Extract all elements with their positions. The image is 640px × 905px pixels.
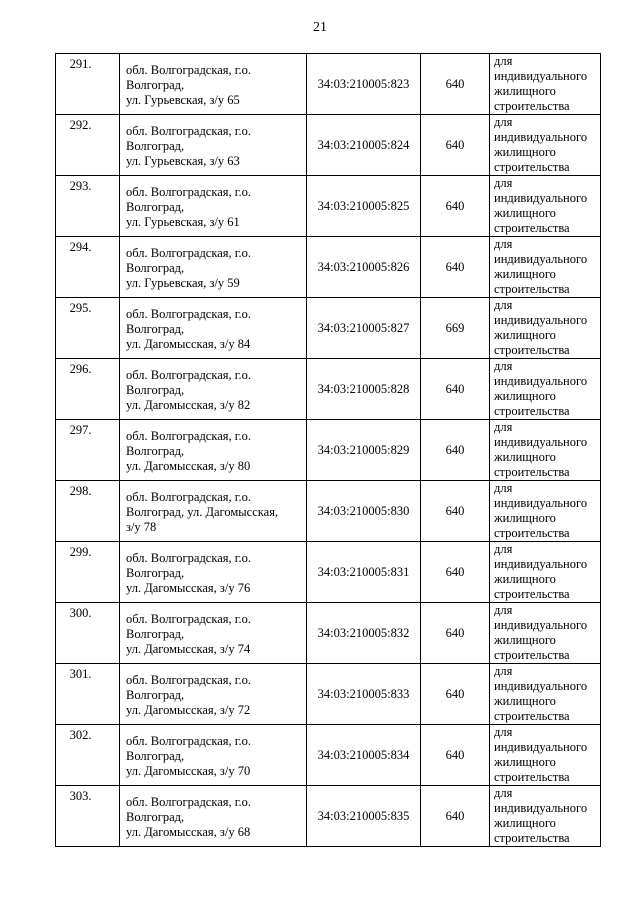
area-value: 640 bbox=[421, 603, 490, 664]
area-value: 669 bbox=[421, 298, 490, 359]
address-cell bbox=[120, 54, 307, 115]
permitted-use-line: индивидуального bbox=[494, 618, 588, 632]
table-row bbox=[56, 115, 601, 176]
table-row bbox=[56, 176, 601, 237]
table-row bbox=[56, 237, 601, 298]
address-cell bbox=[120, 359, 307, 420]
permitted-use-line: для bbox=[494, 420, 513, 434]
page-number: 21 bbox=[313, 20, 327, 35]
address-cell bbox=[120, 481, 307, 542]
address-line: обл. Волгоградская, г.о. bbox=[126, 428, 251, 443]
address-line: обл. Волгоградская, г.о. bbox=[126, 733, 251, 748]
address-cell bbox=[120, 542, 307, 603]
cadastral-number: 34:03:210005:833 bbox=[307, 664, 421, 725]
address-line: обл. Волгоградская, г.о. bbox=[126, 306, 251, 321]
address-cell bbox=[120, 115, 307, 176]
land-plot-table bbox=[55, 53, 601, 847]
address-cell bbox=[120, 603, 307, 664]
permitted-use-line: строительства bbox=[494, 282, 570, 296]
permitted-use-line: строительства bbox=[494, 709, 570, 723]
cadastral-number: 34:03:210005:827 bbox=[307, 298, 421, 359]
permitted-use-cell bbox=[490, 298, 601, 359]
address-cell bbox=[120, 725, 307, 786]
cadastral-number: 34:03:210005:828 bbox=[307, 359, 421, 420]
permitted-use-line: жилищного bbox=[494, 389, 556, 403]
permitted-use-line: индивидуального bbox=[494, 69, 588, 83]
permitted-use-line: для bbox=[494, 298, 513, 312]
address-line: ул. Дагомысская, з/у 68 bbox=[126, 824, 251, 839]
permitted-use-line: жилищного bbox=[494, 450, 556, 464]
permitted-use-line: индивидуального bbox=[494, 191, 588, 205]
cadastral-number: 34:03:210005:830 bbox=[307, 481, 421, 542]
permitted-use-line: для bbox=[494, 664, 513, 678]
permitted-use-line: индивидуального bbox=[494, 130, 588, 144]
permitted-use-line: строительства bbox=[494, 99, 570, 113]
permitted-use-cell bbox=[490, 603, 601, 664]
table-row bbox=[56, 359, 601, 420]
permitted-use-line: строительства bbox=[494, 648, 570, 662]
address-line: ул. Дагомысская, з/у 80 bbox=[126, 458, 251, 473]
permitted-use-cell bbox=[490, 420, 601, 481]
table-row bbox=[56, 420, 601, 481]
address-line: Волгоград, bbox=[126, 748, 185, 763]
permitted-use-line: жилищного bbox=[494, 206, 556, 220]
area-value: 640 bbox=[421, 115, 490, 176]
address-line: Волгоград, bbox=[126, 199, 185, 214]
address-line: обл. Волгоградская, г.о. bbox=[126, 62, 251, 77]
permitted-use-line: строительства bbox=[494, 343, 570, 357]
area-value: 640 bbox=[421, 786, 490, 847]
table-row bbox=[56, 298, 601, 359]
address-line: обл. Волгоградская, г.о. bbox=[126, 794, 251, 809]
area-value: 640 bbox=[421, 725, 490, 786]
row-number: 292. bbox=[56, 115, 120, 176]
permitted-use-line: строительства bbox=[494, 404, 570, 418]
address-line: ул. Гурьевская, з/у 65 bbox=[126, 92, 240, 107]
permitted-use-line: строительства bbox=[494, 770, 570, 784]
permitted-use-cell bbox=[490, 54, 601, 115]
table-body bbox=[56, 54, 601, 847]
area-value: 640 bbox=[421, 54, 490, 115]
permitted-use-line: для bbox=[494, 176, 513, 190]
row-number: 303. bbox=[56, 786, 120, 847]
permitted-use-line: строительства bbox=[494, 587, 570, 601]
row-number: 296. bbox=[56, 359, 120, 420]
permitted-use-cell bbox=[490, 786, 601, 847]
address-line: Волгоград, bbox=[126, 382, 185, 397]
permitted-use-cell bbox=[490, 725, 601, 786]
row-number: 293. bbox=[56, 176, 120, 237]
address-line: обл. Волгоградская, г.о. bbox=[126, 489, 251, 504]
permitted-use-cell bbox=[490, 115, 601, 176]
permitted-use-line: жилищного bbox=[494, 328, 556, 342]
permitted-use-line: для bbox=[494, 359, 513, 373]
area-value: 640 bbox=[421, 420, 490, 481]
address-line: ул. Дагомысская, з/у 76 bbox=[126, 580, 251, 595]
area-value: 640 bbox=[421, 481, 490, 542]
row-number: 300. bbox=[56, 603, 120, 664]
permitted-use-line: жилищного bbox=[494, 816, 556, 830]
permitted-use-line: жилищного bbox=[494, 145, 556, 159]
address-cell bbox=[120, 237, 307, 298]
area-value: 640 bbox=[421, 359, 490, 420]
address-line: обл. Волгоградская, г.о. bbox=[126, 672, 251, 687]
address-line: Волгоград, bbox=[126, 687, 185, 702]
area-value: 640 bbox=[421, 542, 490, 603]
permitted-use-cell bbox=[490, 359, 601, 420]
permitted-use-line: индивидуального bbox=[494, 252, 588, 266]
address-line: ул. Гурьевская, з/у 61 bbox=[126, 214, 240, 229]
address-line: ул. Дагомысская, з/у 74 bbox=[126, 641, 251, 656]
address-cell bbox=[120, 176, 307, 237]
permitted-use-line: для bbox=[494, 725, 513, 739]
row-number: 291. bbox=[56, 54, 120, 115]
row-number: 301. bbox=[56, 664, 120, 725]
address-line: Волгоград, bbox=[126, 809, 185, 824]
permitted-use-cell bbox=[490, 176, 601, 237]
cadastral-number: 34:03:210005:834 bbox=[307, 725, 421, 786]
permitted-use-line: для bbox=[494, 54, 513, 68]
permitted-use-line: индивидуального bbox=[494, 496, 588, 510]
address-line: Волгоград, bbox=[126, 260, 185, 275]
permitted-use-line: жилищного bbox=[494, 694, 556, 708]
permitted-use-cell bbox=[490, 237, 601, 298]
permitted-use-line: жилищного bbox=[494, 511, 556, 525]
table-row bbox=[56, 54, 601, 115]
area-value: 640 bbox=[421, 176, 490, 237]
cadastral-number: 34:03:210005:831 bbox=[307, 542, 421, 603]
address-line: ул. Дагомысская, з/у 70 bbox=[126, 763, 251, 778]
address-line: ул. Дагомысская, з/у 84 bbox=[126, 336, 251, 351]
cadastral-number: 34:03:210005:824 bbox=[307, 115, 421, 176]
permitted-use-line: жилищного bbox=[494, 572, 556, 586]
address-cell bbox=[120, 298, 307, 359]
table-row bbox=[56, 664, 601, 725]
permitted-use-line: индивидуального bbox=[494, 313, 588, 327]
permitted-use-line: индивидуального bbox=[494, 740, 588, 754]
permitted-use-line: строительства bbox=[494, 160, 570, 174]
address-cell bbox=[120, 786, 307, 847]
permitted-use-line: жилищного bbox=[494, 84, 556, 98]
address-line: обл. Волгоградская, г.о. bbox=[126, 611, 251, 626]
address-line: Волгоград, bbox=[126, 565, 185, 580]
table-row bbox=[56, 481, 601, 542]
permitted-use-line: строительства bbox=[494, 526, 570, 540]
row-number: 299. bbox=[56, 542, 120, 603]
permitted-use-line: для bbox=[494, 481, 513, 495]
address-line: Волгоград, bbox=[126, 138, 185, 153]
cadastral-number: 34:03:210005:835 bbox=[307, 786, 421, 847]
table-row bbox=[56, 542, 601, 603]
address-line: з/у 78 bbox=[126, 519, 157, 534]
address-line: ул. Дагомысская, з/у 82 bbox=[126, 397, 251, 412]
permitted-use-cell bbox=[490, 664, 601, 725]
permitted-use-line: строительства bbox=[494, 831, 570, 845]
row-number: 302. bbox=[56, 725, 120, 786]
address-line: Волгоград, ул. Дагомысская, bbox=[126, 504, 279, 519]
address-line: Волгоград, bbox=[126, 443, 185, 458]
cadastral-number: 34:03:210005:826 bbox=[307, 237, 421, 298]
permitted-use-line: индивидуального bbox=[494, 374, 588, 388]
permitted-use-line: для bbox=[494, 115, 513, 129]
permitted-use-line: индивидуального bbox=[494, 679, 588, 693]
permitted-use-line: жилищного bbox=[494, 755, 556, 769]
area-value: 640 bbox=[421, 237, 490, 298]
address-line: обл. Волгоградская, г.о. bbox=[126, 184, 251, 199]
address-line: ул. Дагомысская, з/у 72 bbox=[126, 702, 251, 717]
table-row bbox=[56, 725, 601, 786]
cadastral-number: 34:03:210005:832 bbox=[307, 603, 421, 664]
permitted-use-line: для bbox=[494, 786, 513, 800]
cadastral-number: 34:03:210005:829 bbox=[307, 420, 421, 481]
cadastral-number: 34:03:210005:823 bbox=[307, 54, 421, 115]
permitted-use-line: для bbox=[494, 603, 513, 617]
permitted-use-cell bbox=[490, 542, 601, 603]
address-line: ул. Гурьевская, з/у 59 bbox=[126, 275, 240, 290]
permitted-use-line: жилищного bbox=[494, 633, 556, 647]
row-number: 297. bbox=[56, 420, 120, 481]
permitted-use-line: индивидуального bbox=[494, 435, 588, 449]
row-number: 295. bbox=[56, 298, 120, 359]
row-number: 294. bbox=[56, 237, 120, 298]
permitted-use-line: жилищного bbox=[494, 267, 556, 281]
address-line: ул. Гурьевская, з/у 63 bbox=[126, 153, 240, 168]
permitted-use-line: для bbox=[494, 542, 513, 556]
address-line: Волгоград, bbox=[126, 77, 185, 92]
table-row bbox=[56, 603, 601, 664]
address-line: обл. Волгоградская, г.о. bbox=[126, 550, 251, 565]
address-line: Волгоград, bbox=[126, 321, 185, 336]
permitted-use-line: индивидуального bbox=[494, 557, 588, 571]
permitted-use-line: строительства bbox=[494, 465, 570, 479]
address-line: обл. Волгоградская, г.о. bbox=[126, 245, 251, 260]
permitted-use-cell bbox=[490, 481, 601, 542]
area-value: 640 bbox=[421, 664, 490, 725]
address-line: обл. Волгоградская, г.о. bbox=[126, 367, 251, 382]
cadastral-number: 34:03:210005:825 bbox=[307, 176, 421, 237]
address-cell bbox=[120, 664, 307, 725]
permitted-use-line: индивидуального bbox=[494, 801, 588, 815]
permitted-use-line: для bbox=[494, 237, 513, 251]
row-number: 298. bbox=[56, 481, 120, 542]
address-line: Волгоград, bbox=[126, 626, 185, 641]
permitted-use-line: строительства bbox=[494, 221, 570, 235]
address-line: обл. Волгоградская, г.о. bbox=[126, 123, 251, 138]
address-cell bbox=[120, 420, 307, 481]
table-row bbox=[56, 786, 601, 847]
